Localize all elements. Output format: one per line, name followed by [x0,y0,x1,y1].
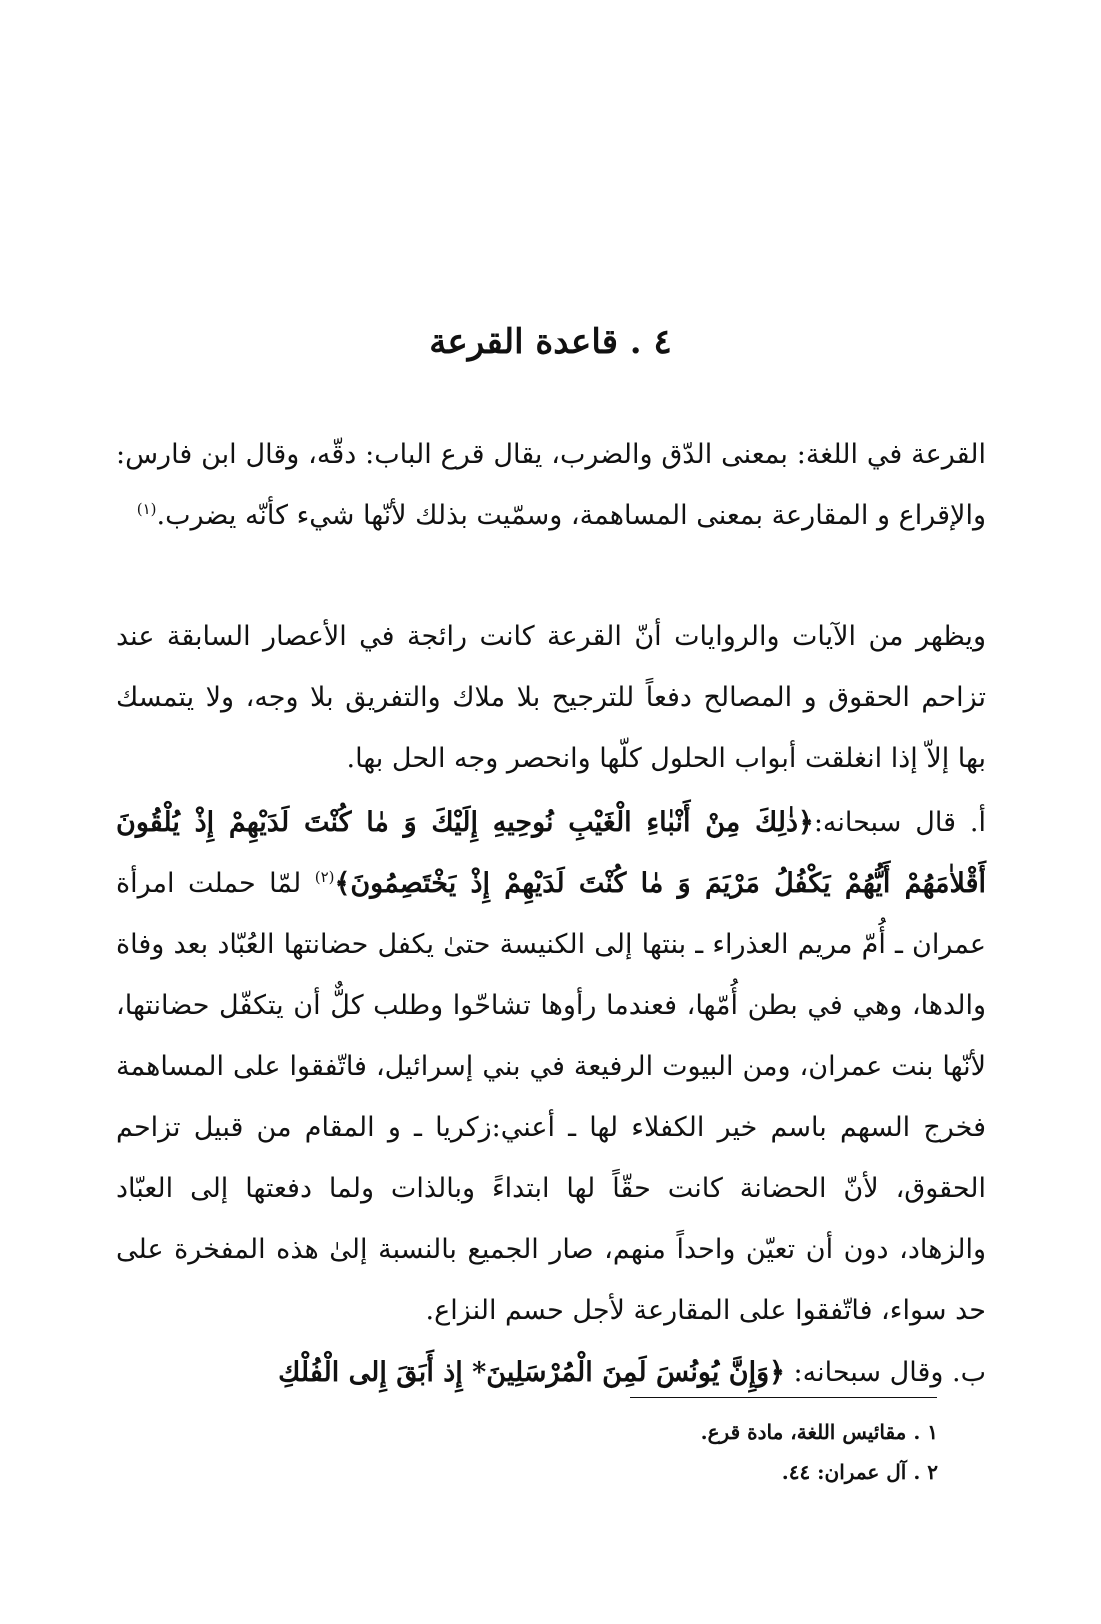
paragraph-item-b [116,1342,986,1403]
item-a-text: لمّا حملت امرأة عمران ـ أُمّ مريم العذراء ـ بنتها إلى الكنيسة حتىٰ يكفل حضانتها العُبّاد بعد وفاة والدها، وهي في بطن أُمّها، فعندما رأوها تشاحّوا وطلب كلٌّ أن يتكفّل حضانتها، لأنّها بنت عمران، ومن البيوت الرفيعة في بني إسرائيل، فاتّفقوا على المساهمة فخرج السهم باسم خير الكفلاء لها ـ أعني:زكريا ـ و المقام من قبيل تزاحم الحقوق، لأنّ الحضانة كانت حقّاً لها ابتداءً وبالذات ولما دفعتها إلى العبّاد والزهاد، دون أن تعيّن واحداً منهم، صار الجميع بالنسبة إلىٰ هذه المفخرة على حد سواء، فاتّفقوا على المقارعة لأجل حسم النزاع. [116,868,986,1326]
footnote-ref-2[interactable]: (٢) [314,868,335,886]
quran-verse-a: ﴿ذٰلِكَ مِنْ أَنْبٰاءِ الْغَيْبِ نُوحِيهِ إِلَيْكَ وَ مٰا كُنْتَ لَدَيْهِمْ إِذْ يُلْقُونَ أَقْلاٰمَهُمْ أَيُّهُمْ يَكْفُلُ مَرْيَمَ وَ مٰا كُنْتَ لَدَيْهِمْ إِذْ يَخْتَصِمُونَ﴾ [116,807,986,899]
footnotes [438,1412,938,1492]
paragraph-history: ويظهر من الآيات والروايات أنّ القرعة كانت رائجة في الأعصار السابقة عند تزاحم الحقوق و المصالح دفعاً للترجيح بلا ملاك والتفريق بلا وجه، ولا يتمسك بها إلاّ إذا انغلقت أبواب الحلول كلّها وانحصر وجه الحل بها. [116,621,986,774]
paragraph-definition [116,424,986,546]
chapter-title: ٤ . قاعدة القرعة [429,322,672,362]
footnote-ref-1[interactable]: (١) [136,500,157,518]
item-b-intro: ب. وقال سبحانه: [793,1357,986,1388]
quran-verse-b: ﴿وَإِنَّ يُونُسَ لَمِنَ الْمُرْسَلِينَ* إِذ أَبَقَ إِلى الْفُلْكِ [278,1357,785,1388]
footnote-divider [630,1397,937,1398]
definition-text: القرعة في اللغة: بمعنى الدّق والضرب، يقال قرع الباب: دقّه، وقال ابن فارس: والإقراع و المقارعة بمعنى المساهمة، وسمّيت بذلك لأنّها شيء كأنّه يضرب. [116,439,986,531]
item-a-intro: أ. قال سبحانه: [813,807,986,838]
footnote-2: ٢ . آل عمران: ٤٤. [781,1460,938,1484]
paragraph-item-a [116,792,986,1341]
footnote-1: ١ . مقائيس اللغة، مادة قرع. [700,1420,938,1444]
